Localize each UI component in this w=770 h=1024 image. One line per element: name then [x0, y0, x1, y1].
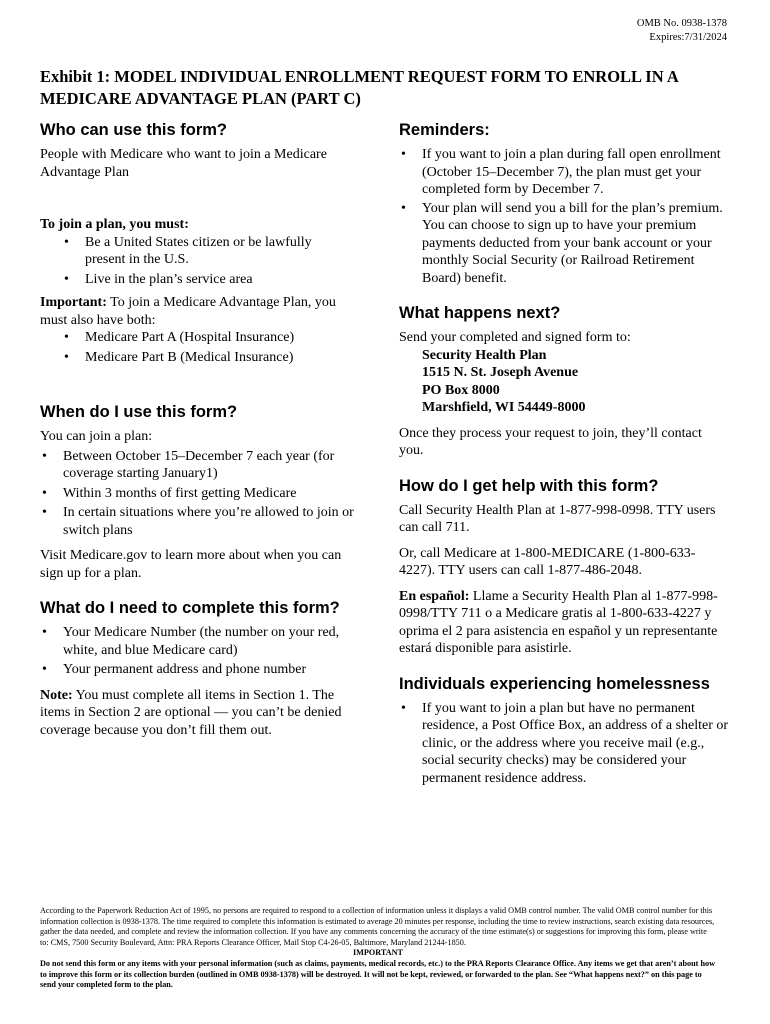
list-item: • Between October 15–December 7 each year (for coverage starting January1) — [40, 448, 355, 483]
note-text: You must complete all items in Section 1. The items in Section 2 are optional — you can’t be denied coverage because you don’t fill them out. — [40, 687, 342, 738]
who-text: People with Medicare who want to join a Medicare Advantage Plan — [40, 147, 327, 180]
pra-statement: According to the Paperwork Reduction Act of 1995, no persons are required to respond to a collection of information unless it displays a valid OMB control number. The valid OMB control number for this information collection is 0938-1378. The time required to complete this information is estimated to average 20 minutes per response, including the time to review instructions, search existing data resources, gather the data needed, and complete and review the information collection. If you have any comments concerning the accuracy of the time estimate(s) or suggestions for improving this form, please write to: CMS, 7500 Security Boulevard, Attn: PRA Reports Clearance Officer, Mail Stop C4-26-05, Baltimore, Maryland 21244-1850. — [40, 906, 715, 947]
must-list — [40, 234, 355, 289]
when-heading: When do I use this form? — [40, 403, 238, 421]
help-heading: How do I get help with this form? — [399, 476, 659, 495]
who-heading: Who can use this form? — [40, 121, 228, 139]
list-item: • Medicare Part A (Hospital Insurance) — [40, 329, 355, 347]
address-line: PO Box 8000 — [422, 382, 500, 398]
mailing-address — [399, 347, 729, 417]
when-visit: Visit Medicare.gov to learn more about when you can sign up for a plan. — [40, 548, 342, 581]
form-title: Exhibit 1: MODEL INDIVIDUAL ENROLLMENT REQUEST FORM TO ENROLL IN A MEDICARE ADVANTAGE PLAN (PART C) — [40, 67, 678, 108]
espanol-label: En español: — [399, 588, 470, 604]
footer-important-heading: IMPORTANT — [352, 948, 404, 958]
next-intro: Send your completed and signed form to: — [399, 330, 631, 345]
must-heading: To join a plan, you must: — [40, 217, 189, 232]
homeless-list — [399, 700, 729, 788]
need-list — [40, 624, 355, 679]
important-text: To join a Medicare Advantage Plan, you must also have both: — [40, 295, 336, 328]
homeless-heading: Individuals experiencing homelessness — [399, 674, 710, 693]
when-intro: You can join a plan: — [40, 429, 153, 444]
espanol-text: Llame a Security Health Plan al 1-877-998-0998/TTY 711 o a Medicare gratis al 1-800-633-4227 y oprima el 2 para asistencia en español y un representante estará disponible para asistirle. — [399, 588, 718, 656]
next-after: Once they process your request to join, they’ll contact you. — [399, 425, 702, 458]
list-item: • Your plan will send you a bill for the plan’s premium. You can choose to sign up to have your premium payments deducted from your bank account or your monthly Social Security (or Railroad Retirement Board) benefit. — [399, 200, 729, 288]
list-item: • If you want to join a plan during fall open enrollment (October 15–December 7), the plan must get your completed form by December 7. — [399, 146, 729, 199]
help-medicare: Or, call Medicare at 1-800-MEDICARE (1-800-633-4227). TTY users can call 1-877-486-2048. — [399, 545, 696, 578]
omb-expiration: Expires:7/31/2024 — [649, 32, 727, 43]
list-item: • Be a United States citizen or be lawfully present in the U.S. — [40, 234, 355, 269]
list-item: • Within 3 months of first getting Medicare — [40, 485, 355, 503]
important-label: Important: — [40, 295, 107, 310]
reminders-list — [399, 146, 729, 287]
list-item: • Medicare Part B (Medical Insurance) — [40, 349, 355, 367]
note-label: Note: — [40, 687, 73, 703]
when-list — [40, 448, 355, 540]
help-call: Call Security Health Plan at 1-877-998-0998. TTY users can call 711. — [399, 502, 716, 535]
left-column — [40, 120, 355, 739]
important-paragraph — [40, 294, 355, 329]
omb-number: OMB No. 0938-1378 — [636, 18, 727, 29]
list-item: • In certain situations where you’re allowed to join or switch plans — [40, 504, 355, 539]
list-item: • Live in the plan’s service area — [40, 271, 355, 289]
list-item: • If you want to join a plan but have no permanent residence, a Post Office Box, an address of a shelter or clinic, or the address where you receive mail (e.g., social security checks) may be considered your permanent residence address. — [399, 700, 729, 788]
address-line: Security Health Plan — [422, 347, 547, 363]
note-paragraph — [40, 687, 355, 740]
reminders-heading: Reminders: — [399, 121, 490, 139]
footer-important-text: Do not send this form or any items with your personal information (such as claims, payments, medical records, etc.) to the PRA Reports Clearance Office. Any items we get that aren’t about how to improve this form or its collection burden (outlined in OMB 0938-1378) will be destroyed. It will not be kept, reviewed, or forwarded to the plan. See “What happens next?” on this page to send your completed form to the plan. — [40, 958, 716, 990]
footer — [40, 906, 716, 991]
espanol-paragraph — [399, 588, 729, 658]
address-line: 1515 N. St. Joseph Avenue — [422, 365, 579, 380]
right-column — [399, 120, 729, 787]
omb-block — [637, 17, 727, 45]
need-heading: What do I need to complete this form? — [40, 599, 340, 617]
address-line: Marshfield, WI 54449-8000 — [422, 400, 586, 415]
list-item: • Your permanent address and phone number — [40, 661, 355, 679]
important-list — [40, 329, 355, 366]
next-heading: What happens next? — [399, 304, 561, 322]
list-item: • Your Medicare Number (the number on your red, white, and blue Medicare card) — [40, 624, 355, 659]
